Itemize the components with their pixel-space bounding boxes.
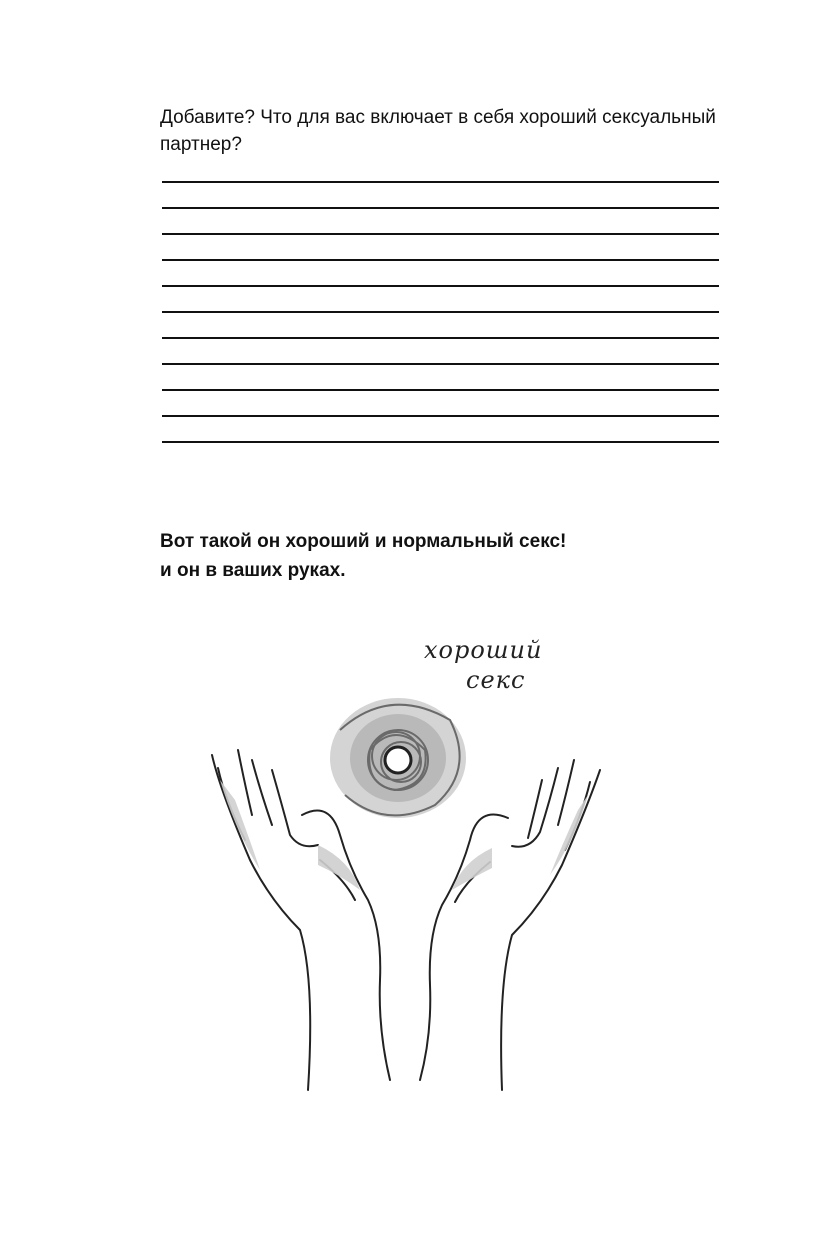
closing-text xyxy=(160,527,720,585)
answer-line xyxy=(162,389,719,391)
handwritten-line-2: секс xyxy=(466,666,526,694)
answer-line xyxy=(162,233,719,235)
answer-line xyxy=(162,441,719,443)
answer-line xyxy=(162,181,719,183)
handwritten-line-1: хороший xyxy=(424,636,543,664)
answer-line xyxy=(162,415,719,417)
answer-line xyxy=(162,207,719,209)
answer-line xyxy=(162,363,719,365)
right-hand xyxy=(420,760,600,1090)
closing-line-2: и он в ваших руках. xyxy=(160,560,346,581)
question-prompt xyxy=(160,104,730,158)
answer-line xyxy=(162,259,719,261)
answer-line xyxy=(162,311,719,313)
orb xyxy=(330,698,466,818)
question-text: Добавите? Что для вас включает в себя хороший сексуальный партнер? xyxy=(160,107,716,155)
hands-orb-illustration xyxy=(190,600,620,1110)
answer-line xyxy=(162,285,719,287)
right-hand-shading xyxy=(452,795,588,890)
closing-line-1: Вот такой он хороший и нормальный секс! xyxy=(160,531,567,552)
answer-line xyxy=(162,337,719,339)
hands-orb-drawing xyxy=(190,600,620,1110)
answer-lines xyxy=(162,181,719,467)
